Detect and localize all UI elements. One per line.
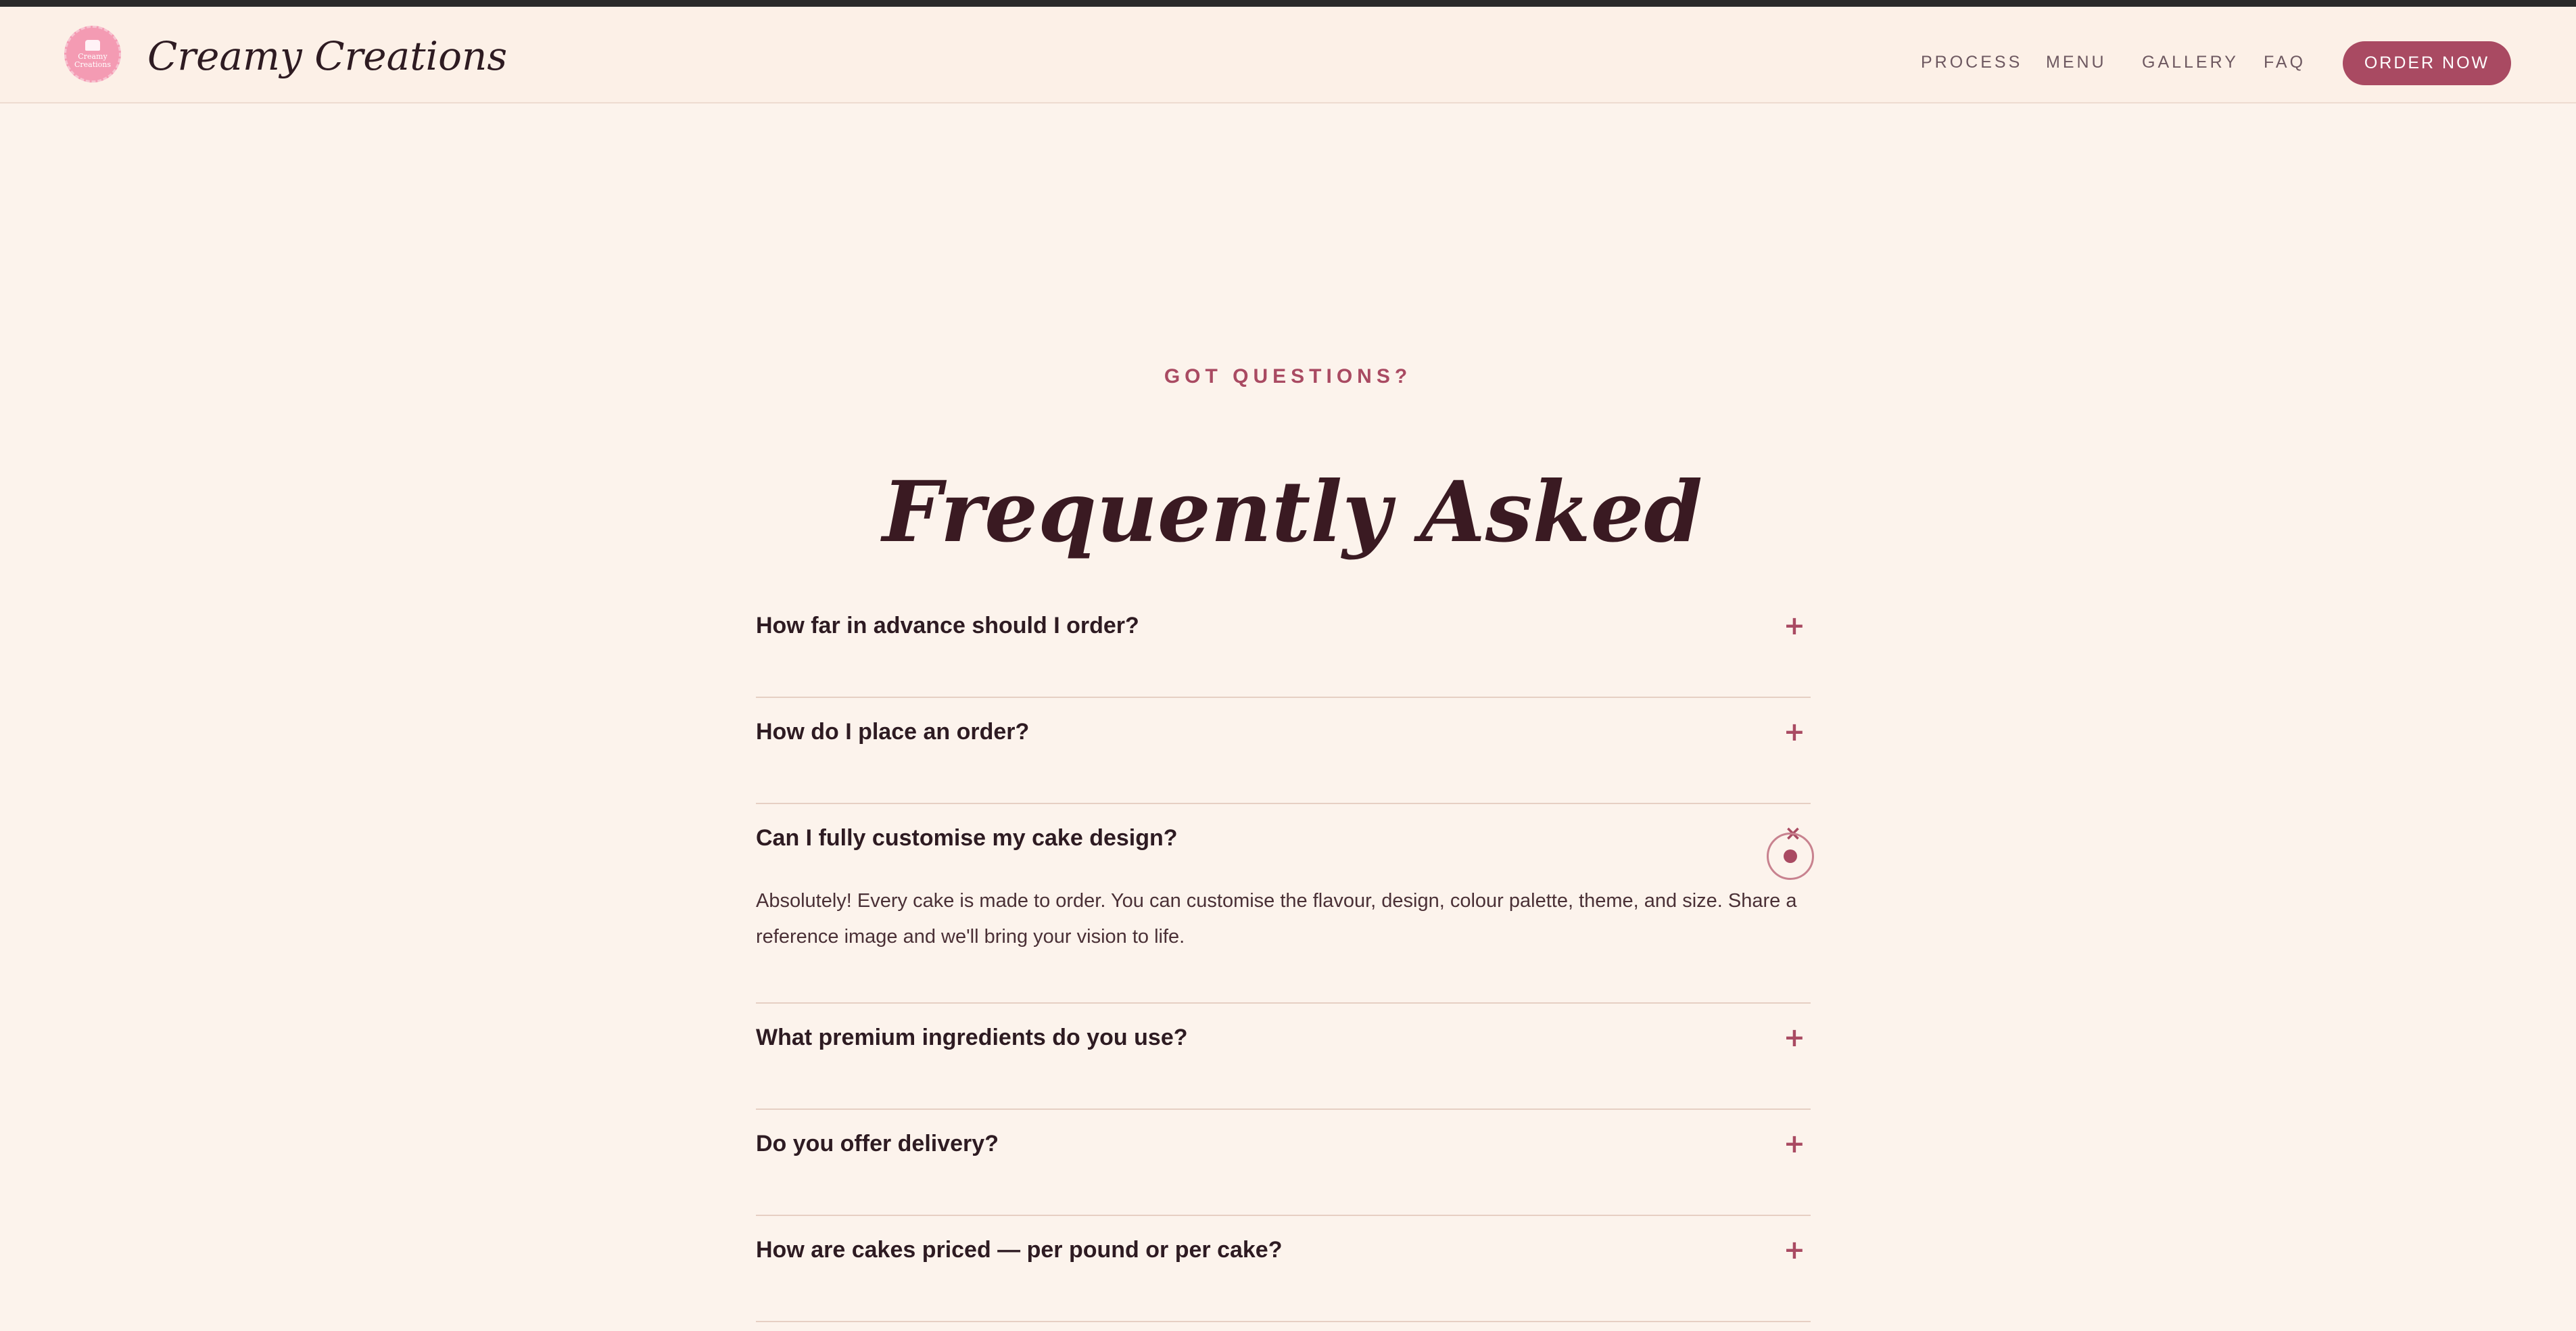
faq-answer: Absolutely! Every cake is made to order. You can customise the flavour, design, colour palette, theme, and size. Share a reference image and we'll bring your vision to life. <box>756 890 1797 948</box>
faq-item[interactable] <box>756 698 1811 804</box>
faq-question[interactable]: How do I place an order? <box>756 719 1030 745</box>
faq-item[interactable] <box>756 1110 1811 1216</box>
faq-question[interactable]: How far in advance should I order? <box>756 613 1139 638</box>
faq-item[interactable] <box>756 592 1811 698</box>
logo-badge-text: Creamy Creations <box>74 51 112 69</box>
faq-item-expanded[interactable] <box>756 804 1811 1004</box>
nav-link-faq[interactable]: FAQ <box>2264 53 2306 72</box>
cake-logo-icon <box>85 40 100 51</box>
close-icon[interactable]: × <box>1784 822 1802 845</box>
logo-badge[interactable] <box>64 26 121 83</box>
nav-link-gallery[interactable]: GALLERY <box>2142 53 2239 72</box>
plus-icon[interactable]: + <box>1784 1129 1805 1159</box>
order-now-button[interactable]: ORDER NOW <box>2343 41 2511 85</box>
faq-eyebrow: GOT QUESTIONS? <box>1164 365 1412 388</box>
faq-question[interactable]: Do you offer delivery? <box>756 1131 999 1157</box>
plus-icon[interactable]: + <box>1784 1023 1805 1052</box>
nav-link-process[interactable]: PROCESS <box>1921 53 2023 72</box>
nav-link-menu[interactable]: MENU <box>2046 53 2107 72</box>
plus-icon[interactable]: + <box>1784 611 1805 640</box>
plus-icon[interactable]: + <box>1784 1235 1805 1265</box>
faq-item[interactable] <box>756 1216 1811 1322</box>
faq-question[interactable]: Can I fully customise my cake design? <box>756 825 1178 851</box>
faq-question[interactable]: How are cakes priced — per pound or per cake? <box>756 1237 1283 1263</box>
faq-list <box>756 592 1811 1322</box>
browser-top-strip <box>0 0 2576 7</box>
plus-icon[interactable]: + <box>1784 717 1805 747</box>
brand-name[interactable]: Creamy Creations <box>147 33 508 79</box>
faq-title: Frequently Asked <box>882 463 1703 562</box>
site-header <box>0 7 2576 103</box>
faq-item[interactable] <box>756 1004 1811 1110</box>
faq-question[interactable]: What premium ingredients do you use? <box>756 1025 1188 1050</box>
